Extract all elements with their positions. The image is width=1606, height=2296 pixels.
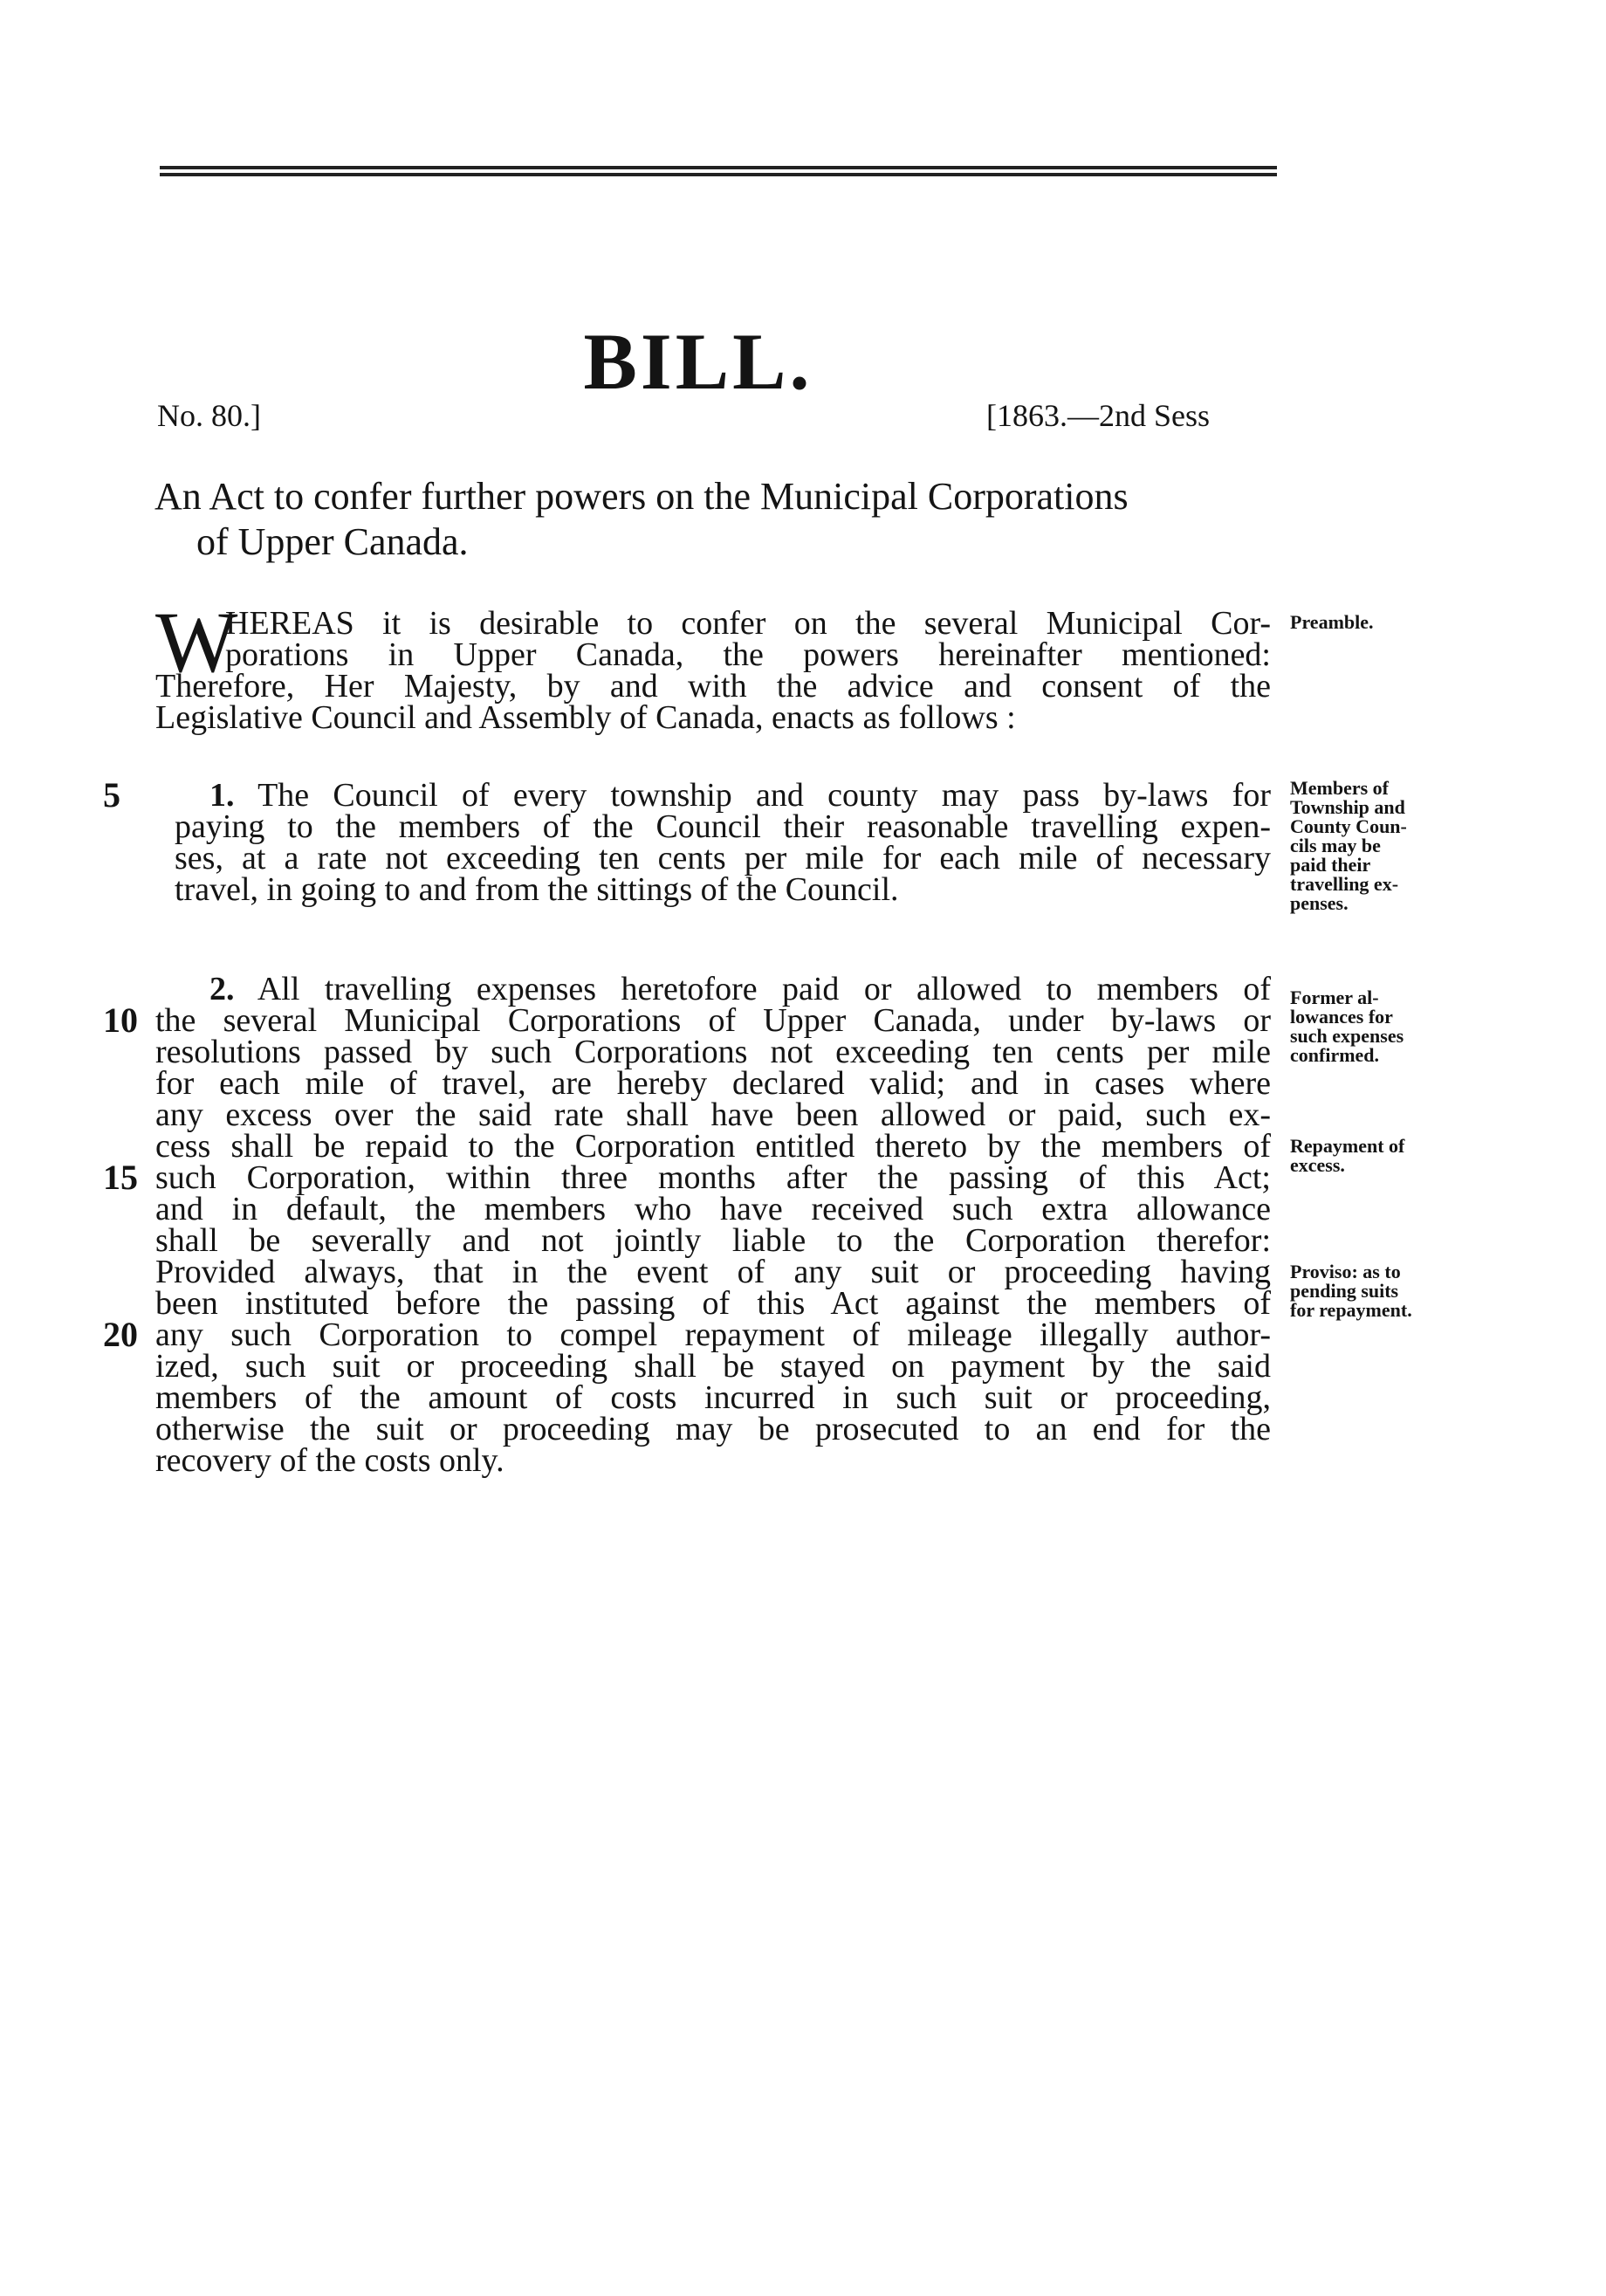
section-2-line-6: cess shall be repaid to the Corporation entitled thereto by the members of	[155, 1128, 1271, 1165]
section-1-number: 1.	[209, 777, 235, 814]
section-2-line-7: such Corporation, within three months after the passing of this Act;	[155, 1159, 1271, 1196]
act-title-line-2: of Upper Canada.	[196, 520, 469, 563]
act-title-line-1: An Act to confer further powers on the Municipal Corporations	[154, 475, 1129, 518]
line-number-15: 15	[103, 1158, 138, 1197]
bill-number: No. 80.]	[157, 398, 261, 433]
top-rule	[160, 166, 1277, 169]
line-number-5: 5	[103, 775, 120, 815]
section-2-line-2: the several Municipal Corporations of Upper Canada, under by-laws or	[155, 1002, 1271, 1039]
section-2-line-4: for each mile of travel, are hereby declared valid; and in cases where	[155, 1065, 1271, 1102]
section-2-line-14: members of the amount of costs incurred in such suit or proceeding,	[155, 1379, 1271, 1416]
section-2-line-8: and in default, the members who have received such extra allowance	[155, 1191, 1271, 1227]
section-1-line-3: ses, at a rate not exceeding ten cents per mile for each mile of necessary	[175, 840, 1271, 876]
section-2-line-16: recovery of the costs only.	[155, 1442, 504, 1479]
margin-note-members: Members of Township and County Coun- cils may be paid their travelling ex- penses.	[1290, 777, 1407, 914]
section-2-line-10: Provided always, that in the event of any suit or proceeding having	[155, 1254, 1271, 1290]
act-title	[154, 474, 1289, 565]
preamble-line-4: Legislative Council and Assembly of Canada, enacts as follows :	[155, 699, 1016, 736]
section-2-line-5: any excess over the said rate shall have been allowed or paid, such ex-	[155, 1096, 1271, 1133]
section-1-line-2: paying to the members of the Council their reasonable travelling expen-	[175, 808, 1271, 845]
preamble-line-3: Therefore, Her Majesty, by and with the advice and consent of the	[155, 668, 1271, 705]
section-2-line-11: been instituted before the passing of this Act against the members of	[155, 1285, 1271, 1322]
section-2-number: 2.	[209, 971, 235, 1007]
preamble-line-2: porations in Upper Canada, the powers hereinafter mentioned:	[225, 636, 1271, 673]
section-1-text-1: The Council of every township and county may pass by-laws for	[257, 777, 1271, 814]
line-number-20: 20	[103, 1315, 138, 1354]
margin-note-former: Former al- lowances for such expenses confirmed.	[1290, 986, 1404, 1066]
section-2-line-3: resolutions passed by such Corporations not exceeding ten cents per mile	[155, 1034, 1271, 1070]
section-2-line-15: otherwise the suit or proceeding may be prosecuted to an end for the	[155, 1411, 1271, 1447]
section-2-line-12: any such Corporation to compel repayment of mileage illegally author-	[155, 1316, 1271, 1353]
preamble-dropcap: W	[155, 594, 238, 691]
session-label: [1863.—2nd Sess	[986, 398, 1211, 433]
margin-note-proviso: Proviso: as to pending suits for repayment.	[1290, 1261, 1412, 1321]
section-2-line-9: shall be severally and not jointly liable to the Corporation therefor:	[155, 1222, 1271, 1259]
preamble-line-1: HEREAS it is desirable to confer on the several Municipal Cor-	[225, 605, 1271, 642]
margin-note-repayment: Repayment of excess.	[1290, 1135, 1405, 1176]
section-2-line-13: ized, such suit or proceeding shall be stayed on payment by the said	[155, 1348, 1271, 1385]
margin-note-preamble: Preamble.	[1290, 611, 1374, 633]
section-1-line-4: travel, in going to and from the sittings of the Council.	[175, 871, 899, 908]
bill-title: BILL.	[583, 317, 813, 406]
line-number-10: 10	[103, 1000, 138, 1040]
section-2-text-1: All travelling expenses heretofore paid or allowed to members of	[257, 971, 1272, 1007]
top-rule-double	[160, 173, 1277, 176]
